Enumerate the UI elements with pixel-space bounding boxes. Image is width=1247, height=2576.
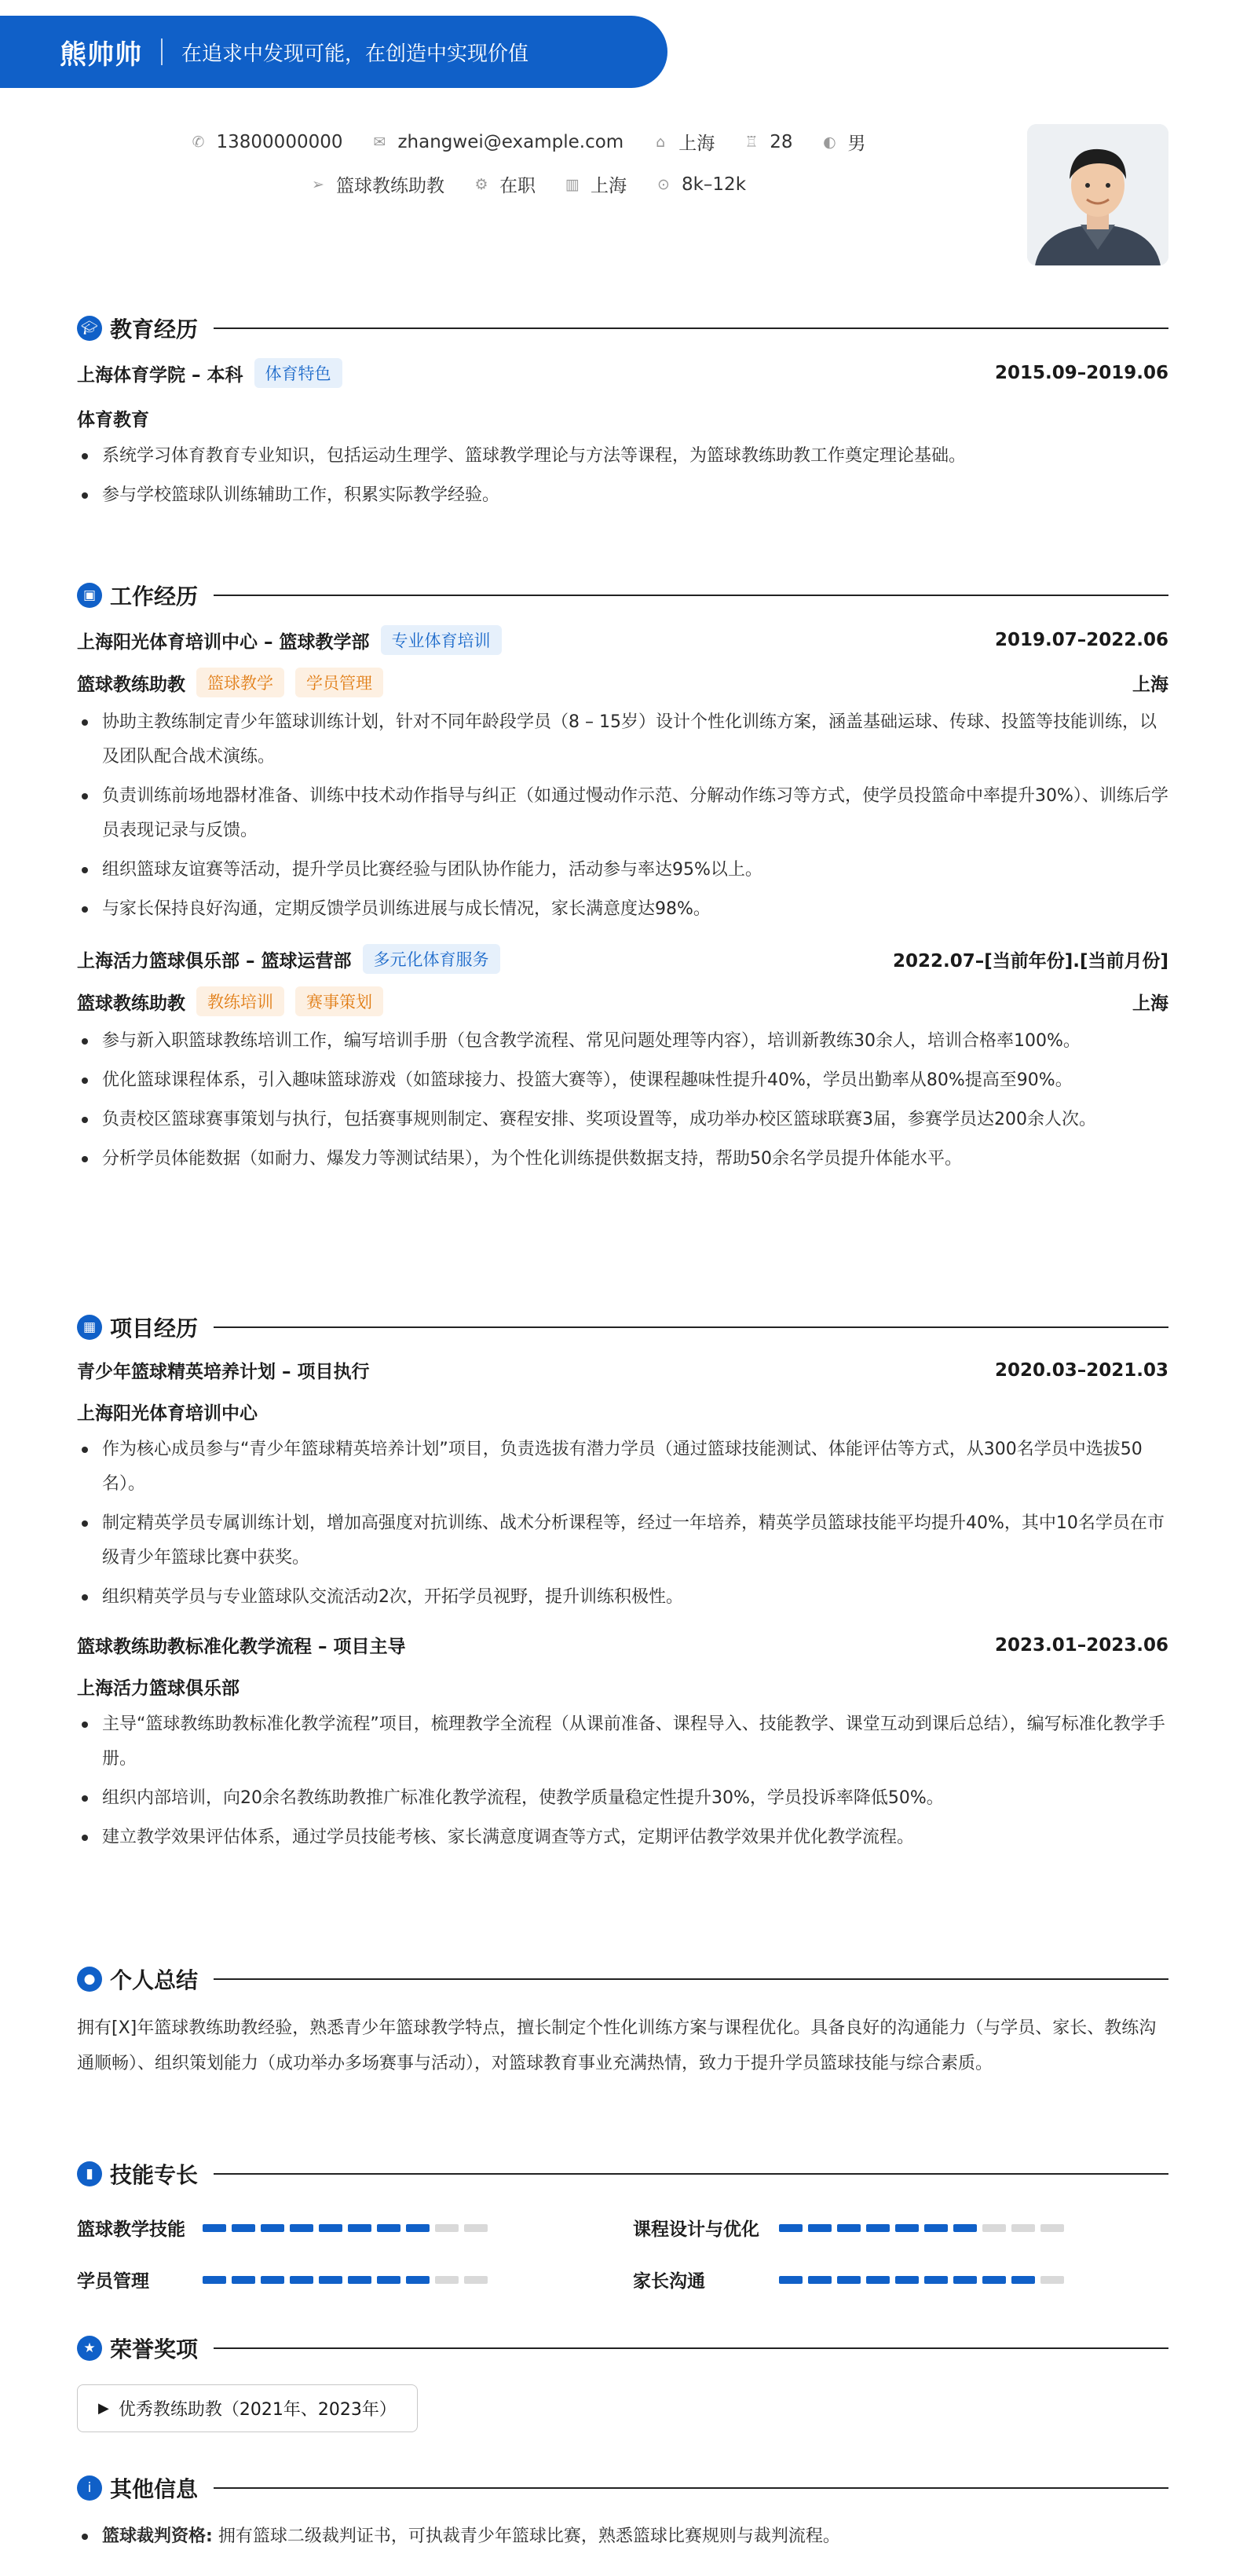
list-item: 与家长保持良好沟通，定期反馈学员训练进展与成长情况，家长满意度达98%。 (77, 892, 1168, 927)
target-city-item (564, 171, 627, 197)
phone-item (190, 132, 343, 152)
coin-icon: ⊙ (657, 175, 670, 193)
project-name: 篮球教练助教标准化教学流程 – 项目主导 (77, 1637, 406, 1657)
skill-segment (895, 2224, 919, 2232)
work-entry-head (77, 625, 1168, 655)
summary-header (77, 1963, 1168, 1995)
honors-section (77, 2333, 1168, 2432)
skill-segment (319, 2276, 342, 2284)
city-item (652, 129, 715, 155)
skills-header (77, 2158, 1168, 2190)
work-location: 上海 (1132, 674, 1168, 695)
chart-icon: ▮ (77, 2161, 102, 2186)
project-section (77, 1312, 1168, 1855)
work-header (77, 580, 1168, 611)
skill-segment (406, 2276, 430, 2284)
skill-segment (866, 2224, 890, 2232)
skill-segment (837, 2276, 861, 2284)
contact-row-job (0, 171, 1055, 197)
school-tag: 体育特色 (254, 358, 342, 388)
candidate-name: 熊帅帅 (60, 38, 142, 71)
skill-name: 课程设计与优化 (633, 2219, 759, 2240)
banner-divider (161, 38, 163, 65)
list-item: 制定精英学员专属训练计划，增加高强度对抗训练、战术分析课程等，经过一年培养，精英学员篮球技能平均提升40%，其中10名学员在市级青少年篮球比赛中获奖。 (77, 1506, 1168, 1575)
skill-segment (232, 2224, 255, 2232)
skill-segment (290, 2224, 313, 2232)
info-icon: i (77, 2475, 102, 2501)
section-divider (214, 1326, 1168, 1328)
phone-value: 13800000000 (216, 131, 343, 152)
skill-segment (1011, 2276, 1035, 2284)
skill-segment (779, 2276, 803, 2284)
section-divider (214, 327, 1168, 329)
work-section (77, 580, 1168, 1176)
user-icon: ● (77, 1967, 102, 1992)
section-divider (214, 2347, 1168, 2349)
skill-segment (464, 2224, 488, 2232)
company-name: 上海活力篮球俱乐部 – 篮球运营部 (77, 950, 352, 971)
project-name: 青少年篮球精英培养计划 – 项目执行 (77, 1362, 370, 1382)
gender-value: 男 (847, 134, 866, 154)
role-tag: 赛事策划 (295, 986, 383, 1016)
position-value: 篮球教练助教 (335, 176, 444, 196)
skill-segment (1040, 2224, 1064, 2232)
work-date: 2019.07–2022.06 (994, 630, 1168, 650)
candidate-motto: 在追求中发现可能，在创造中实现价值 (181, 42, 529, 66)
role-name: 篮球教练助教 (77, 993, 185, 1014)
skill-segment (261, 2224, 284, 2232)
skill-row (77, 2267, 493, 2292)
list-item: 分析学员体能数据（如耐力、爆发力等测试结果），为个性化训练提供数据支持，帮助50余名学员提升体能水平。 (77, 1142, 1168, 1176)
skill-segment (1011, 2224, 1035, 2232)
project-entry-head (77, 1357, 1168, 1383)
skill-segment (203, 2276, 226, 2284)
age-item (743, 132, 792, 152)
project-date: 2020.03–2021.03 (994, 1359, 1168, 1381)
list-item: 组织精英学员与专业篮球队交流活动2次，开拓学员视野，提升训练积极性。 (77, 1580, 1168, 1615)
role-tag: 教练培训 (196, 986, 284, 1016)
skill-segment (406, 2224, 430, 2232)
skill-segment (464, 2276, 488, 2284)
skill-name: 篮球教学技能 (77, 2219, 185, 2240)
skill-level-bar (203, 2276, 493, 2284)
skill-segment (290, 2276, 313, 2284)
skill-level-bar (203, 2224, 493, 2232)
status-value: 在职 (499, 176, 536, 196)
skill-level-bar (779, 2224, 1070, 2232)
age-value: 28 (770, 131, 793, 152)
project-date: 2023.01–2023.06 (994, 1634, 1168, 1656)
company-name: 上海阳光体育培训中心 – 篮球教学部 (77, 631, 370, 653)
graduation-cap-icon: 🎓︎ (77, 316, 102, 341)
project-bullets (77, 1433, 1168, 1615)
other-label: 篮球裁判资格: (102, 2527, 213, 2546)
project-org: 上海阳光体育培训中心 (77, 1403, 258, 1424)
work-location: 上海 (1132, 993, 1168, 1014)
skill-segment (377, 2224, 400, 2232)
project-title: 项目经历 (110, 1315, 199, 1341)
skill-segment (779, 2224, 803, 2232)
list-item: 参与新入职篮球教练培训工作，编写培训手册（包含教学流程、常见问题处理等内容），培训新教练30余人，培训合格率100%。 (77, 1024, 1168, 1059)
skill-level-bar (779, 2276, 1070, 2284)
phone-icon: ✆ (192, 133, 205, 151)
gender-item (821, 129, 865, 155)
list-item: 负责训练前场地器材准备、训练中技术动作指导与纠正（如通过慢动作示范、分解动作练习等方式，使学员投篮命中率提升30%）、训练后学员表现记录与反馈。 (77, 779, 1168, 848)
other-section (77, 2472, 1168, 2554)
award-toggle[interactable] (77, 2384, 418, 2432)
role-name: 篮球教练助教 (77, 674, 185, 695)
skills-title: 技能专长 (110, 2162, 199, 2188)
education-entry-head (77, 358, 1168, 388)
skill-segment (435, 2276, 459, 2284)
role-tag: 学员管理 (295, 668, 383, 697)
skill-row (77, 2215, 493, 2241)
company-tag: 专业体育培训 (381, 625, 502, 655)
skill-segment (924, 2276, 948, 2284)
skill-row (633, 2215, 1070, 2241)
project-entry-head (77, 1632, 1168, 1658)
other-title: 其他信息 (110, 2476, 199, 2502)
other-bullets (77, 2519, 1168, 2554)
section-divider (214, 2173, 1168, 2175)
school-name: 上海体育学院 – 本科 (77, 364, 243, 386)
education-major: 体育教育 (77, 410, 149, 430)
list-item: 优化篮球课程体系，引入趣味篮球游戏（如篮球接力、投篮大赛等），使课程趣味性提升40%，学员出勤率从80%提高至90%。 (77, 1063, 1168, 1098)
education-date: 2015.09–2019.06 (994, 363, 1168, 383)
target-city-value: 上海 (590, 176, 627, 196)
avatar (1027, 124, 1168, 265)
summary-section (77, 1963, 1168, 2081)
gear-icon: ⚙ (474, 175, 488, 193)
skill-segment (982, 2224, 1006, 2232)
skill-segment (924, 2224, 948, 2232)
project-bullets (77, 1707, 1168, 1855)
list-item: 系统学习体育教育专业知识，包括运动生理学、篮球教学理论与方法等课程，为篮球教练助教工作奠定理论基础。 (77, 439, 1168, 474)
work-role-row (77, 986, 1168, 1016)
skill-segment (837, 2224, 861, 2232)
work-date: 2022.07–[当前年份].[当前月份] (892, 950, 1168, 971)
education-title: 教育经历 (110, 317, 199, 342)
skill-segment (232, 2276, 255, 2284)
section-divider (214, 2487, 1168, 2489)
list-item: 参与学校篮球队训练辅助工作，积累实际教学经验。 (77, 478, 1168, 513)
list-item: 主导“篮球教练助教标准化教学流程”项目，梳理教学全流程（从课前准备、课程导入、技能教学、课堂互动到课后总结），编写标准化教学手册。 (77, 1707, 1168, 1776)
work-title: 工作经历 (110, 584, 199, 609)
work-entry-head (77, 944, 1168, 974)
role-tag: 篮球教学 (196, 668, 284, 697)
summary-title: 个人总结 (110, 1967, 199, 1993)
skill-segment (435, 2224, 459, 2232)
award-label: 优秀教练助教（2021年、2023年） (118, 2400, 397, 2420)
list-item: 组织篮球友谊赛等活动，提升学员比赛经验与团队协作能力，活动参与率达95%以上。 (77, 853, 1168, 887)
gender-icon: ◐ (823, 133, 836, 151)
mail-icon: ✉ (373, 133, 386, 151)
city-value: 上海 (678, 134, 715, 154)
education-header (77, 313, 1168, 344)
project-header (77, 1312, 1168, 1343)
contact-row-personal (0, 129, 1055, 155)
skill-segment (895, 2276, 919, 2284)
other-text: 拥有篮球二级裁判证书，可执裁青少年篮球比赛，熟悉篮球比赛规则与裁判流程。 (218, 2527, 840, 2546)
skill-segment (319, 2224, 342, 2232)
education-bullets (77, 439, 1168, 513)
skill-segment (808, 2276, 832, 2284)
summary-text: 拥有[X]年篮球教练助教经验，熟悉青少年篮球教学特点，擅长制定个性化训练方案与课程优化。具备良好的沟通能力（与学员、家长、教练沟通顺畅）、组织策划能力（成功举办多场赛事与活动），对篮球教育事业充满热情，致力于提升学员篮球技能与综合素质。 (77, 2018, 1157, 2073)
skill-segment (203, 2224, 226, 2232)
other-header (77, 2472, 1168, 2504)
send-icon: ➢ (312, 175, 324, 193)
work-bullets (77, 705, 1168, 927)
skill-segment (261, 2276, 284, 2284)
list-item: 负责校区篮球赛事策划与执行，包括赛事规则制定、赛程安排、奖项设置等，成功举办校区篮球联赛3届，参赛学员达200余人次。 (77, 1103, 1168, 1137)
cake-icon: ♖ (744, 133, 759, 151)
section-divider (214, 1978, 1168, 1980)
skill-name: 家长沟通 (633, 2271, 705, 2292)
skill-segment (953, 2276, 977, 2284)
salary-value: 8k–12k (681, 174, 747, 195)
skill-segment (348, 2224, 371, 2232)
home-icon: ⌂ (656, 133, 666, 151)
skill-segment (377, 2276, 400, 2284)
position-item (309, 171, 444, 197)
salary-item (655, 174, 746, 195)
honors-header (77, 2333, 1168, 2364)
list-item: 作为核心成员参与“青少年篮球精英培养计划”项目，负责选拔有潜力学员（通过篮球技能测试、体能评估等方式，从300名学员中选拔50名）。 (77, 1433, 1168, 1502)
skills-section (77, 2158, 1168, 2292)
education-section (77, 313, 1168, 513)
project-org: 上海活力篮球俱乐部 (77, 1678, 240, 1699)
skill-segment (1040, 2276, 1064, 2284)
skill-segment (953, 2224, 977, 2232)
building-icon: ▥ (565, 175, 580, 193)
work-role-row (77, 668, 1168, 697)
triangle-right-icon: ▶ (98, 2400, 109, 2417)
header-banner (0, 16, 667, 88)
skill-row (633, 2267, 1070, 2292)
grid-icon: ▦ (77, 1315, 102, 1340)
list-item: 组织内部培训，向20余名教练助教推广标准化教学流程，使教学质量稳定性提升30%，学员投诉率降低50%。 (77, 1781, 1168, 1816)
skill-segment (348, 2276, 371, 2284)
briefcase-icon: ▣ (77, 583, 102, 608)
email-value: zhangwei@example.com (397, 131, 624, 152)
skill-segment (808, 2224, 832, 2232)
honors-title: 荣誉奖项 (110, 2336, 199, 2362)
list-item (77, 2519, 1168, 2554)
award-icon: ★ (77, 2336, 102, 2361)
work-bullets (77, 1024, 1168, 1176)
section-divider (214, 595, 1168, 596)
skill-segment (866, 2276, 890, 2284)
company-tag: 多元化体育服务 (363, 944, 500, 974)
email-item (371, 132, 624, 152)
skill-name: 学员管理 (77, 2271, 149, 2292)
status-item (473, 171, 536, 197)
list-item: 协助主教练制定青少年篮球训练计划，针对不同年龄段学员（8 – 15岁）设计个性化训练方案，涵盖基础运球、传球、投篮等技能训练，以及团队配合战术演练。 (77, 705, 1168, 774)
list-item: 建立教学效果评估体系，通过学员技能考核、家长满意度调查等方式，定期评估教学效果并优化教学流程。 (77, 1820, 1168, 1855)
skill-segment (982, 2276, 1006, 2284)
